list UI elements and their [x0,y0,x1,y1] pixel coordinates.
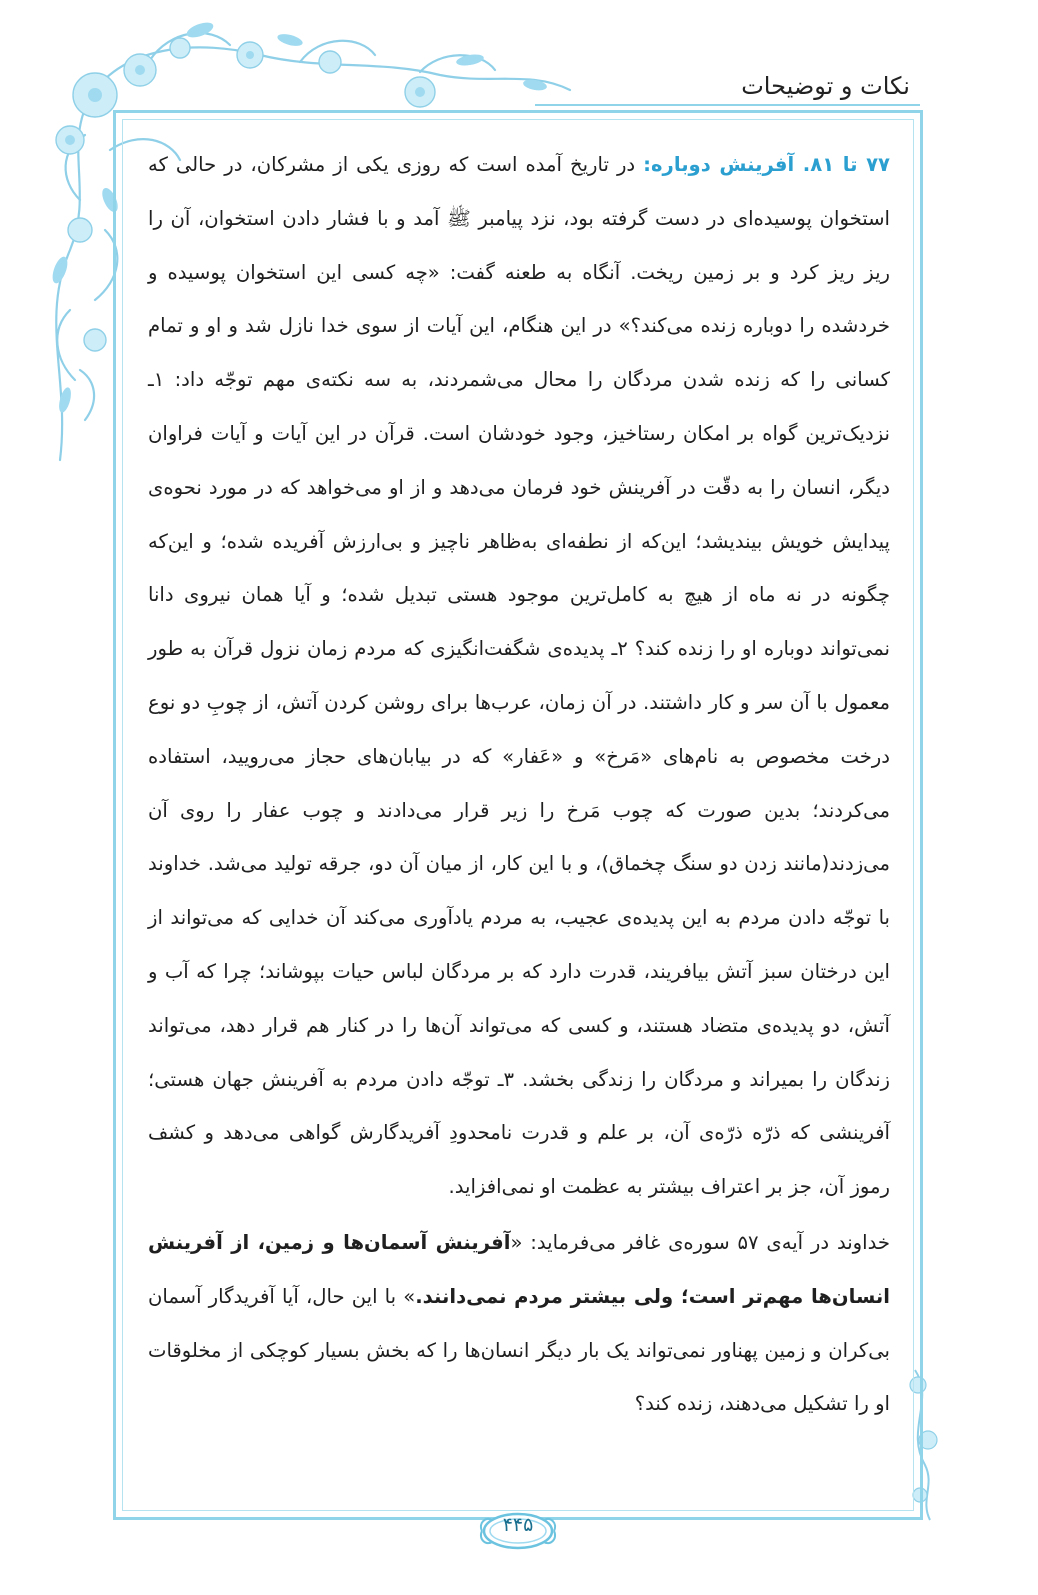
paragraph-heading: ۷۷ تا ۸۱. آفرینش دوباره: [643,153,890,176]
paragraph-2 [148,1216,890,1431]
page-number: ۴۴۵ [502,1514,534,1536]
paragraph-1 [148,138,890,1214]
commentary-body [148,138,890,1431]
quoted-verse-translation: آفرینش آسمان‌ها و زمین، از آفرینش انسان‌ها مهم‌تر است؛ ولی بیشتر مردم نمی‌دانند. [148,1230,890,1308]
paragraph-text: در تاریخ آمده است که روزی یکی از مشرکان، در حالی که استخوان پوسیده‌ای در دست گرفته بود، نزد پیامبر ﷺ آمد و با فشار دادن استخوان، آن را ریز ریز کرد و بر زمین ریخت. آنگاه به طعنه گفت: «چه کسی این استخوان پوسیده و خردشده را دوباره زنده می‌کند؟» در این هنگام، این آیات از سوی خدا نازل شد و او و تمام کسانی را که زنده شدن مردگان را محال می‌شمردند، به سه نکته‌ی مهم توجّه داد: ۱ـ نزدیک‌ترین گواه بر امکان رستاخیز، وجود خودشان است. قرآن در این آیات و آیات فراوان دیگر، انسان را به دقّت در آفرینش خود فرمان می‌دهد و از او می‌خواهد که در مورد نحوه‌ی پیدایش خویش بیندیشد؛ این‌که از نطفه‌ای به‌ظاهر ناچیز و بی‌ارزش آفریده شده؛ و این‌که چگونه در نه ماه از هیچ به کامل‌ترین موجود هستی تبدیل شده؛ و آیا همان نیروی دانا نمی‌تواند دوباره او را زنده کند؟ ۲ـ پدیده‌ی شگفت‌انگیزی که مردم زمان نزول قرآن به طور معمول با آن سر و کار داشتند. در آن زمان، عرب‌ها برای روشن کردن آتش، از چوبِ دو نوع درخت مخصوص به نام‌های «مَرخ» و «عَفار» که در بیابان‌های حجاز می‌رویید، استفاده می‌کردند؛ بدین صورت که چوب مَرخ را زیر قرار می‌دادند و چوب عفار را روی آن می‌زدند(مانند زدن دو سنگ چخماق)، و با این کار، از میان آن دو، جرقه تولید می‌شد. خداوند با توجّه دادن مردم به این پدیده‌ی عجیب، به مردم یادآوری می‌کند آن خدایی که می‌تواند از این درختان سبز آتش بیافریند، قدرت دارد که بر مردگان لباس حیات بپوشاند؛ چرا که آب و آتش، دو پدیده‌ی متضاد هستند، و کسی که می‌تواند آن‌ها را در کنار هم قرار دهد، می‌تواند زندگان را بمیراند و مردگان را زندگی بخشد. ۳ـ توجّه دادن مردم به آفرینش جهان هستی؛ آفرینشی که ذرّه ذرّه‌ی آن، بر علم و قدرت نامحدودِ آفریدگارش گواهی می‌دهد و کشف رموز آن، جز بر اعتراف بیشتر به عظمت او نمی‌افزاید. [148,153,891,1199]
paragraph-intro: خداوند در آیه‌ی ۵۷ سوره‌ی غافر می‌فرماید: « [510,1230,890,1254]
section-title: نکات و توضیحات [741,72,910,100]
title-divider [535,104,920,106]
paragraph-rest: » با این حال، آیا آفریدگار آسمان بی‌کران و زمین پهناور نمی‌تواند یک بار دیگر انسان‌ها را که بخش بسیار کوچکی از مخلوقات او را تشکیل می‌دهند، زنده کند؟ [148,1284,890,1416]
